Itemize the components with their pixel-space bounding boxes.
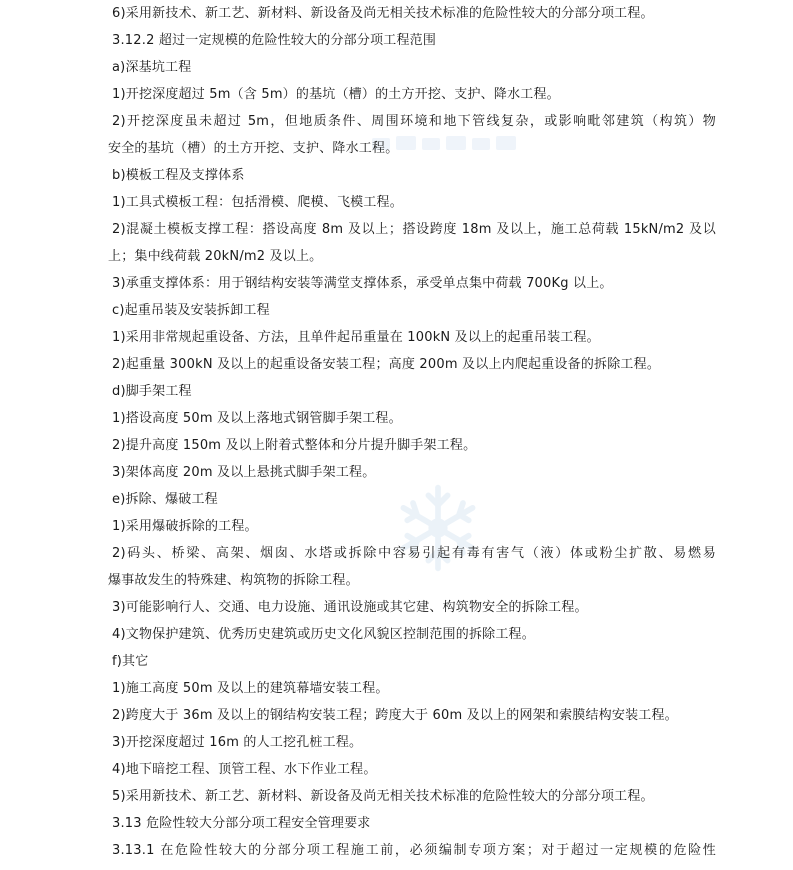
- text-line: 4)地下暗挖工程、顶管工程、水下作业工程。: [112, 762, 377, 777]
- section-heading: 3.12.2 超过一定规模的危险性较大的分部分项工程范围: [112, 33, 437, 48]
- text-line: 1)采用非常规起重设备、方法，且单件起吊重量在 100kN 及以上的起重吊装工程。: [112, 330, 600, 345]
- text-line: 上；集中线荷载 20kN/m2 及以上。: [108, 249, 323, 264]
- text-line: 3)开挖深度超过 16m 的人工挖孔桩工程。: [112, 735, 363, 750]
- text-line: 1)施工高度 50m 及以上的建筑幕墙安装工程。: [112, 681, 389, 696]
- text-line: 安全的基坑（槽）的土方开挖、支护、降水工程。: [108, 141, 399, 156]
- text-line: 1)工具式模板工程：包括滑模、爬模、飞模工程。: [112, 195, 403, 210]
- text-line: 1)采用爆破拆除的工程。: [112, 519, 258, 534]
- subsection-heading: c)起重吊装及安装拆卸工程: [112, 303, 270, 318]
- subsection-heading: d)脚手架工程: [112, 384, 192, 399]
- text-line: 3)可能影响行人、交通、电力设施、通讯设施或其它建、构筑物安全的拆除工程。: [112, 600, 588, 615]
- subsection-heading: e)拆除、爆破工程: [112, 492, 218, 507]
- text-line: 爆事故发生的特殊建、构筑物的拆除工程。: [108, 573, 359, 588]
- text-line: 3)架体高度 20m 及以上悬挑式脚手架工程。: [112, 465, 376, 480]
- subsection-heading: f)其它: [112, 654, 149, 669]
- text-line: 2)提升高度 150m 及以上附着式整体和分片提升脚手架工程。: [112, 438, 477, 453]
- section-heading: 3.13 危险性较大分部分项工程安全管理要求: [112, 816, 371, 831]
- subsection-heading: b)模板工程及支撑体系: [112, 168, 245, 183]
- text-line: 4)文物保护建筑、优秀历史建筑或历史文化风貌区控制范围的拆除工程。: [112, 627, 535, 642]
- text-line: 6)采用新技术、新工艺、新材料、新设备及尚无相关技术标准的危险性较大的分部分项工程。: [112, 6, 654, 21]
- text-line: 3)承重支撑体系：用于钢结构安装等满堂支撑体系，承受单点集中荷载 700Kg 以上。: [112, 276, 613, 291]
- text-line: 1)搭设高度 50m 及以上落地式钢管脚手架工程。: [112, 411, 402, 426]
- text-line: 2)起重量 300kN 及以上的起重设备安装工程；高度 200m 及以上内爬起重设备的拆除工程。: [112, 357, 661, 372]
- text-line: 1)开挖深度超过 5m（含 5m）的基坑（槽）的土方开挖、支护、降水工程。: [112, 87, 560, 102]
- subsection-heading: a)深基坑工程: [112, 60, 192, 75]
- text-line: 2)开挖深度虽未超过 5m，但地质条件、周围环境和地下管线复杂，或影响毗邻建筑（构筑）物: [112, 114, 716, 129]
- text-line: 2)混凝土模板支撑工程：搭设高度 8m 及以上；搭设跨度 18m 及以上，施工总荷载 15kN/m2 及以: [112, 222, 716, 237]
- text-line: 2)码头、桥梁、高架、烟囱、水塔或拆除中容易引起有毒有害气（液）体或粉尘扩散、易燃易: [112, 546, 716, 561]
- text-line: 2)跨度大于 36m 及以上的钢结构安装工程；跨度大于 60m 及以上的网架和索膜结构安装工程。: [112, 708, 678, 723]
- text-line: 3.13.1 在危险性较大的分部分项工程施工前，必须编制专项方案；对于超过一定规模的危险性: [112, 843, 716, 858]
- text-line: 5)采用新技术、新工艺、新材料、新设备及尚无相关技术标准的危险性较大的分部分项工程。: [112, 789, 654, 804]
